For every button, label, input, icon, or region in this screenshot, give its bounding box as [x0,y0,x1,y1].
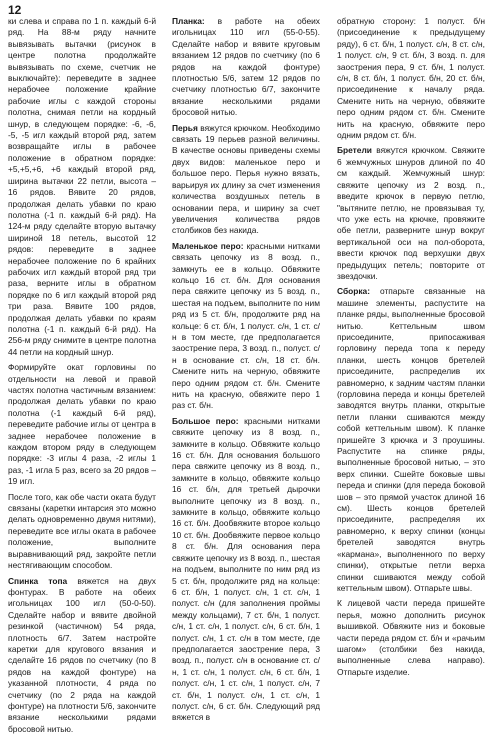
paragraph-text: После того, как обе части оката будут связаны (каретки интарсия это можно делать одновременно двумя нитями), переведите все иглы оката в рабочее положение, выполните выравнивающий ряд, закройте петли нестягивающим способом. [8,491,156,571]
section-heading: Перья [172,122,198,133]
paragraph [8,362,156,487]
paragraph-text: красными нитками свяжите цепочку из 8 возд. п., замкните в кольцо. Обвяжите кольцо 16 ст. б/н. Для основания большого пера свяжите цепочку из 8 возд. п., замкните в кольцо, обвяжите кольцо 16 ст. б/н, для третьей дырочки выполните цепочку из 8 возд. п., замкните в кольцо, обвяжите кольцо 16 ст. б/н. Дообвяжите второе кольцо 10 ст. б/н. Дообвяжите первое кольцо 8 ст. б/н. Для основания пера свяжите цепочку из 8 возд. п., шестая на подъем, выполните по ним ряд из 5 ст. б/н, продолжите ряд на кольце: 6 ст. б/н, 1 полуст. с/н, 1 ст. с/н, 1 полуст. с/н (для заполнения проймы между кольцами), 7 ст. б/н, 1 полуст. с/н, 1 ст. с/н, 1 полуст. с/н, 6 ст. б/н, 1 полуст. с/н, 1 ст. с/н в том месте, где предполагается заострение пера, 3 возд. п., полуст. с/н в основание ст. с/н, 1 ст. с/н, 1 полуст. с/н, 6 ст. б/н, 1 полуст. с/н, 1 ст. с/н, 1 полуст. с/н, 7 ст. б/н, 1 полуст. с/н, 1 ст. с/н, 1 полуст. с/н, 6 ст. б/н. Следующий ряд вяжется в [172,415,320,723]
section-heading: Сборка: [337,286,370,297]
paragraph [172,16,320,119]
paragraph-text: вяжется на двух фонтурах. В работе на обеих игольницах 100 игл (50-0-50). Сделайте набор и вявите двойной резинкой (частичном) 54 ряда, плотность 6/7. Затем настройте каретки для кругового вязания и сделайте 16 рядов по счетчику (по 8 рядов на каждой фонтуре) на указанной плотности, 4 ряда по счетчику (по 2 ряда на каждой фонтуре) на плотности 5/6, закончите вязание несколькими рядами бросовой нитью. [8,575,156,734]
paragraph [8,576,156,736]
paragraph [172,416,320,724]
paragraph [8,492,156,572]
section-heading: Планка: [172,16,205,26]
paragraph-text: обратную сторону: 1 полуст. б/н (присоединение к предыдущему ряду), 6 ст. б/н, 1 полуст. с/н, 8 ст. с/н, 1 полуст. с/н, 9 ст. б/н, 3 возд. п. для заострения пера, 9 ст. б/н, 1 полуст. с/н, 8 ст. б/н, 1 полуст. б/н, 20 ст. б/н, присоединение к началу ряда. Смените нить на черную, обвяжите перо одним рядом ст. б/н. Смените нить на красную, обвяжите перо одним рядом ст. б/н. [337,16,485,141]
paragraph-text: красными нитками связать цепочку из 8 возд. п., замкнуть ее в кольцо. Обвяжите кольцо 16 ст. б/н. Для основания пера свяжите цепочку из 5 возд. п., шестая на подъем, выполните по ним ряд из 5 ст. б/н, продолжите ряд на кольце: 6 ст. б/н, 1 полуст. с/н, 1 ст. с/н в том месте, где предполагается заострение пера, 3 возд. п., полуст. с/н в основание ст. с/н, 18 ст. б/н. Смените нить на черную, обвяжите перо одним рядом ст. б/н. Смените нить на красную, обвяжите перо 1 раз ст. б/н. [172,240,321,411]
text-column-1 [8,16,156,739]
page-number: 12 [8,3,22,17]
paragraph-text: вяжутся крючком. Необходимо связать 19 перьев разной величины. В качестве основы приведены схемы двух видов: маленькое перо и большое перо. Перья нужно вязать, варьируя их длину за счет изменения количества воздушных петель в основании пера, и ширину за счет увеличения количества рядов столбиков без накида. [172,122,320,236]
section-heading: Маленькое перо: [172,240,244,251]
paragraph [337,286,485,594]
text-column-2 [172,16,320,728]
paragraph-text: в работе на обеих игольницах 110 игл (55-0-55). Сделайте набор и вявите круговым вязанием 12 рядов по счетчику (по 6 рядов на каждой фонтуре) плотностью 5/6, затем 12 рядов по счетчику плотностью 6/7, закончите вязание несколькими рядами бросовой нитью. [172,16,320,118]
paragraph [337,598,485,678]
paragraph [337,145,485,282]
paragraph-text: Формируйте окат горловины по отдельности на левой и правой частях полотна частичным вязанием: продолжая делать убавки по краю полотна (-1 каждый 6-й ряд), переведите рабочие иглы от центра в заднее нерабочее положение в каждом втором ряду в следующем порядке: -3 иглы 4 раза, -2 иглы 1 раз, -1 игла 5 раз, всего за 20 рядов – 19 игл. [8,362,156,487]
section-heading: Спинка топа [8,575,68,586]
paragraph [8,16,156,358]
paragraph-text: К лицевой части переда пришейте перья, можно дополнить рисунок вышивкой. Обвяжите низ и боковые части переда рядом ст. б/н и «рачьим шагом» (столбики без накида, выполненные слева направо). Отпарьте изделие. [337,598,485,677]
section-heading: Бретели [337,145,372,156]
paragraph [172,123,320,237]
text-column-3 [337,16,485,682]
paragraph [172,241,320,412]
paragraph [337,16,485,141]
paragraph-text: вяжутся крючком. Свяжите 6 жемчужных шнуров длиной по 40 см каждый. Жемчужный шнур: свяжите цепочку из 2 возд. п., введите крючок в первую петлю, "вытяните петлю, не провязывая ту, что уже есть на крючке, провяжите обе петли, разверните шнур вокруг вертикальной оси на пол-оборота, ввести крючок под верхушки двух предыдущих петель; повторите от звездочки. [337,145,485,281]
paragraph-text: отпарьте связанные на машине элементы, распустите на планке ряды, выполненные бросовой нитью. Кеттельным швом присоедините, припосаживая горловину переда топа к переду планки, шесть концов бретелей присоедините, распределив их равномерно, к задним частям планки (горловина переда и концы бретелей заводятся внутрь планки, открытые петли планки сшиваются между собой кеттельным швом). К планке пришейте 3 крючка и 3 проушины. Распустите на спинке ряды, выполненные бросовой нитью, – это верх спинки. Сшейте боковые швы переда и спинки (для переда боковой шов – это прямой участок длиной 16 см). Шесть концов бретелей присоедините, распределяя их равномерно, к верху спинки (концы бретелей заводятся внутрь «кармана», выполненного по верху спинки), открытые петли верха спинки сшиваются между собой кеттельным швом). Отпарьте швы. [337,286,485,593]
paragraph-text: ки слева и справа по 1 п. каждый 6-й ряд. На 88-м ряду начните вывязывать вытачки (рисунок в центре полотна продолжайте вывязывать по схеме, счетчик не выключайте): переведите в заднее нерабочее положение крайние рабочие иглы с каждой стороны полотна, снимая петли на кордный шнур, в следующем порядке: -6, -6, -5, -5 игл каждый второй ряд, затем возвращайте иглы в рабочее положение в обратном порядке: +5,+5,+6, +6 каждый второй ряд, ширина вытачки 22 петли, высота – 16 рядов. Вявите 20 рядов, продолжая делать убавки по краю полотна (-1 п. каждый 6-й ряд). На 124-м ряду сделайте вторую вытачку шириной 18 петель, высотой 12 рядов: переведите в заднее нерабочее положение по 6 крайних рабочих игл каждый второй ряд три раза, верните иглы в обратном порядке по 6 игл каждый второй ряд три раза. Вявите 100 рядов, продолжая делать убавки по краям полотна (-1 п. каждый 6-й ряд). На 256-м ряду снимите в центре полотна 44 петли на кордный шнур. [8,16,156,357]
section-heading: Большое перо: [172,415,239,426]
